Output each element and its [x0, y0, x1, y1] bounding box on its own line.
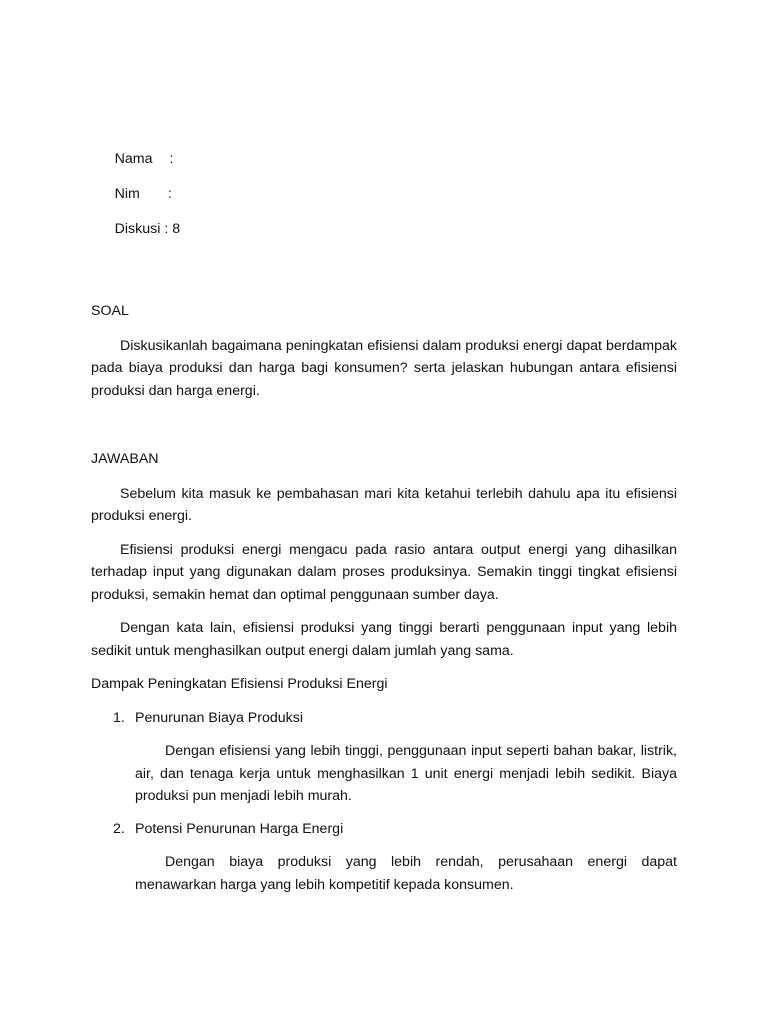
diskusi-label: Diskusi : 8: [114, 221, 181, 237]
nim-label: Nim: [114, 186, 140, 202]
soal-text: Diskusikanlah bagaimana peningkatan efisiensi dalam produksi energi dapat berdampak pada biaya produksi dan harga bagi konsumen? serta jelaskan hubungan antara efisiensi produksi dan harga energi.: [91, 337, 677, 399]
list-item-body: Dengan biaya produksi yang lebih rendah, perusahaan energi dapat menawarkan harga yang lebih kompetitif kepada konsumen.: [135, 854, 677, 893]
list-item: [91, 707, 677, 808]
student-info: [91, 126, 181, 237]
document-body: [91, 300, 677, 906]
jawaban-paragraph: Efisiensi produksi energi mengacu pada rasio antara output energi yang dihasilkan terhadap input yang digunakan dalam proses produksinya. Semakin tinggi tingkat efisiensi produksi, semakin hemat dan optimal penggunaan sumber daya.: [91, 541, 677, 603]
list-item-body: Dengan efisiensi yang lebih tinggi, penggunaan input seperti bahan bakar, listrik, air, dan tenaga kerja untuk menghasilkan 1 unit energi menjadi lebih sedikit. Biaya produksi pun menjadi lebih murah.: [135, 743, 677, 804]
nama-label: Nama: [114, 151, 153, 167]
list-item-heading: [91, 818, 677, 841]
list-item-title: Penurunan Biaya Produksi: [135, 709, 303, 726]
list-item: [91, 818, 677, 897]
list-item-heading: [91, 707, 677, 730]
impact-list: [91, 707, 677, 897]
nim-value: :: [167, 186, 172, 202]
jawaban-paragraph: Sebelum kita masuk ke pembahasan mari kita ketahui terlebih dahulu apa itu efisiensi produksi energi.: [91, 485, 677, 524]
nama-value: :: [169, 151, 174, 167]
section-gap: [91, 413, 677, 448]
jawaban-title: JAWABAN: [91, 451, 159, 467]
soal-title: SOAL: [91, 303, 129, 319]
jawaban-paragraph: Dengan kata lain, efisiensi produksi yang tinggi berarti penggunaan input yang lebih sedikit untuk menghasilkan output energi dalam jumlah yang sama.: [91, 620, 677, 659]
list-item-title: Potensi Penurunan Harga Energi: [135, 820, 344, 837]
list-item-number: 2.: [113, 820, 125, 837]
nama-line: [91, 126, 180, 167]
impact-subheading: Dampak Peningkatan Efisiensi Produksi Energi: [91, 676, 388, 692]
list-item-number: 1.: [113, 709, 125, 726]
